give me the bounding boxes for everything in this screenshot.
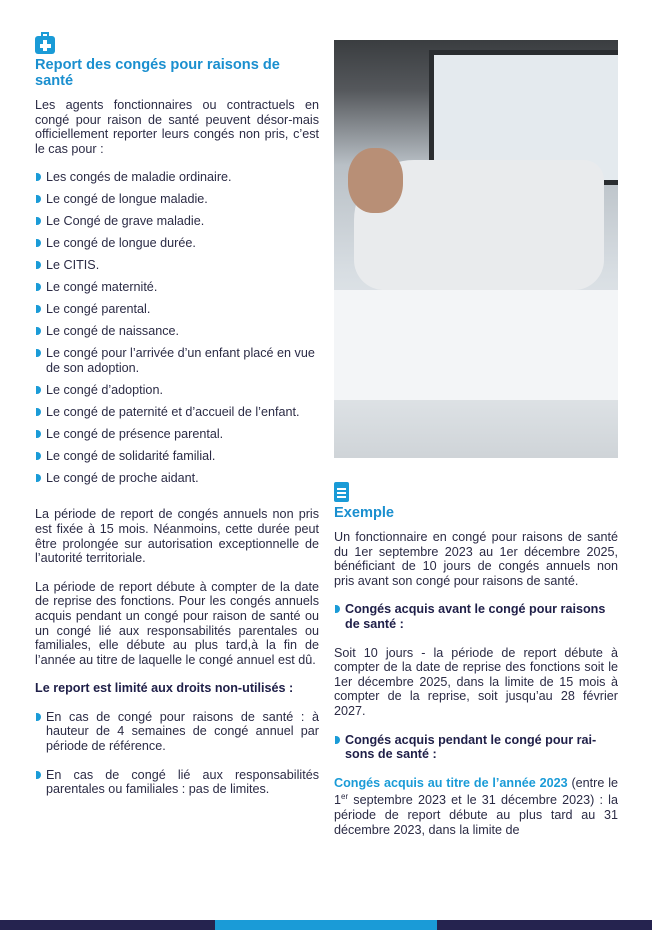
example-before-text: Soit 10 jours - la période de report débute à compter de la date de reprise des fonctions soit le 1er décembre 2025, dans la limite de 15 mois à compter de la reprise, soit jusqu’au 28 février 2027. [334, 645, 618, 718]
list-item: Le congé de présence parental. [35, 427, 319, 442]
section-title: Report des congés pour raisons de santé [35, 57, 280, 89]
example-during-text: Congés acquis au titre de l’année 2023 (entre le 1er septembre 2023 et le 31 décembre 2023) : la période de report débute au plus tard au 31 décembre 2023, dans la limite de [334, 775, 618, 837]
list-item: Le congé de naissance. [35, 324, 319, 339]
footer-bar-left [0, 920, 215, 930]
document-icon [334, 482, 349, 502]
report-duration-text: La période de report de congés annuels non pris est fixée à 15 mois. Néanmoins, cette durée peut être prolongée sur autorisation exceptionnelle de l’autorité territoriale. [35, 507, 319, 566]
list-item: Le congé de paternité et d’accueil de l’enfant. [35, 405, 319, 420]
list-item: Le congé de proche aidant. [35, 471, 319, 486]
list-item: Les congés de maladie ordinaire. [35, 170, 319, 185]
list-item: Le congé maternité. [35, 280, 319, 295]
hospital-patient-photo [334, 40, 618, 458]
limit-heading: Le report est limité aux droits non-utilisés : [35, 681, 294, 696]
list-item: Le congé pour l’arrivée d’un enfant placé en vue de son adoption. [35, 346, 319, 375]
example-title: Exemple [334, 505, 395, 521]
footer-bar-right [437, 920, 652, 930]
list-item: Le congé de solidarité familial. [35, 449, 319, 464]
report-start-text: La période de report débute à compter de la date de reprise des fonctions. Pour les congés annuels acquis pendant un congé pour raison de santé ou un congé lié aux responsabilités parentales ou familiales, elle débute au plus tard,à la fin de l’année au titre de laquelle le congé annuel est dû. [35, 579, 319, 667]
limits-list [35, 710, 319, 797]
subheading-during: Congés acquis pendant le congé pour rai-sons de santé : [334, 733, 618, 762]
list-item: Le congé parental. [35, 302, 319, 317]
right-column [334, 482, 618, 851]
list-item: En cas de congé pour raisons de santé : à hauteur de 4 semaines de congé annuel par période de référence. [35, 710, 319, 754]
subheading-before: Congés acquis avant le congé pour raisons de santé : [334, 602, 618, 631]
list-item: Le Congé de grave maladie. [35, 214, 319, 229]
list-item: Le congé d’adoption. [35, 383, 319, 398]
list-item: Le congé de longue maladie. [35, 192, 319, 207]
first-aid-kit-icon [35, 36, 55, 54]
list-item: En cas de congé lié aux responsabilités parentales ou familiales : pas de limites. [35, 768, 319, 797]
example-intro: Un fonctionnaire en congé pour raisons de santé du 1er septembre 2023 au 1er décembre 2025, bénéficiant de 10 jours de congés annuels non pris avant son congé pour raisons de santé. [334, 530, 618, 588]
list-item: Le congé de longue durée. [35, 236, 319, 251]
highlight-year: Congés acquis au titre de l’année 2023 [334, 775, 568, 790]
intro-text: Les agents fonctionnaires ou contractuels en congé pour raison de santé peuvent désor-mais officiellement reporter leurs congés non pris, c’est le cas pour : [35, 98, 319, 156]
left-column [35, 36, 319, 811]
footer-bar-center [215, 920, 437, 930]
list-item: Le CITIS. [35, 258, 319, 273]
leave-types-list [35, 170, 319, 485]
